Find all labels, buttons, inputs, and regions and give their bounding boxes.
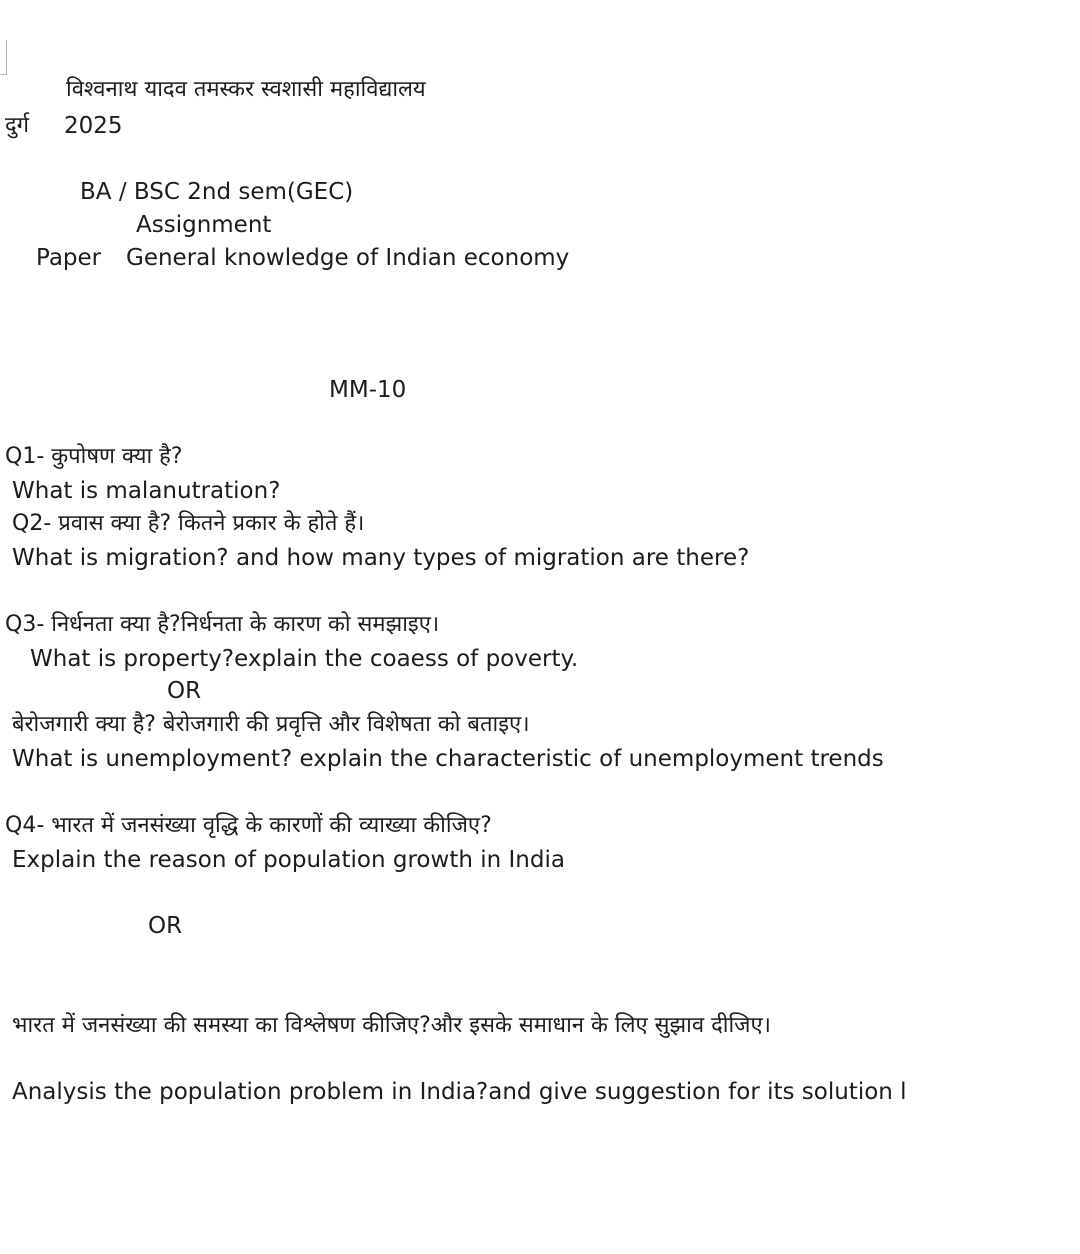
question-2-hindi: Q2- प्रवास क्या है? कितने प्रकार के होते हैं। xyxy=(12,511,365,536)
question-2-english: What is migration? and how many types of migration are there? xyxy=(12,545,750,571)
question-4-or: OR xyxy=(148,913,183,939)
course-title: BA / BSC 2nd sem(GEC) xyxy=(80,179,354,205)
question-4-hindi: Q4- भारत में जनसंख्या वृद्धि के कारणों की व्याख्या कीजिए? xyxy=(5,813,492,838)
question-3-alt-hindi: बेरोजगारी क्या है? बेरोजगारी की प्रवृत्ति और विशेषता को बताइए। xyxy=(12,712,530,737)
question-3-or: OR xyxy=(167,678,202,704)
question-4-english: Explain the reason of population growth in India xyxy=(12,847,565,873)
city-name: दुर्ग xyxy=(5,113,30,138)
paper-name: General knowledge of Indian economy xyxy=(126,245,570,271)
question-3-alt-english: What is unemployment? explain the characteristic of unemployment trends xyxy=(12,746,884,772)
year: 2025 xyxy=(64,113,123,139)
max-marks: MM-10 xyxy=(329,377,407,403)
document-type: Assignment xyxy=(136,212,272,238)
question-4-alt-hindi: भारत में जनसंख्या की समस्या का विश्लेषण कीजिए?और इसके समाधान के लिए सुझाव दीजिए। xyxy=(12,1013,771,1038)
paper-label: Paper xyxy=(36,245,102,271)
question-3-hindi: Q3- निर्धनता क्या है?निर्धनता के कारण को समझाइए। xyxy=(5,612,440,637)
question-1-hindi: Q1- कुपोषण क्या है? xyxy=(5,444,183,469)
question-4-alt-english: Analysis the population problem in India?and give suggestion for its solution l xyxy=(12,1079,907,1105)
college-name: विश्वनाथ यादव तमस्कर स्वशासी महाविद्यालय xyxy=(66,77,426,102)
question-3-english: What is property?explain the coaess of poverty. xyxy=(30,646,579,672)
question-1-english: What is malanutration? xyxy=(12,478,281,504)
text-cursor-mark xyxy=(0,40,7,75)
